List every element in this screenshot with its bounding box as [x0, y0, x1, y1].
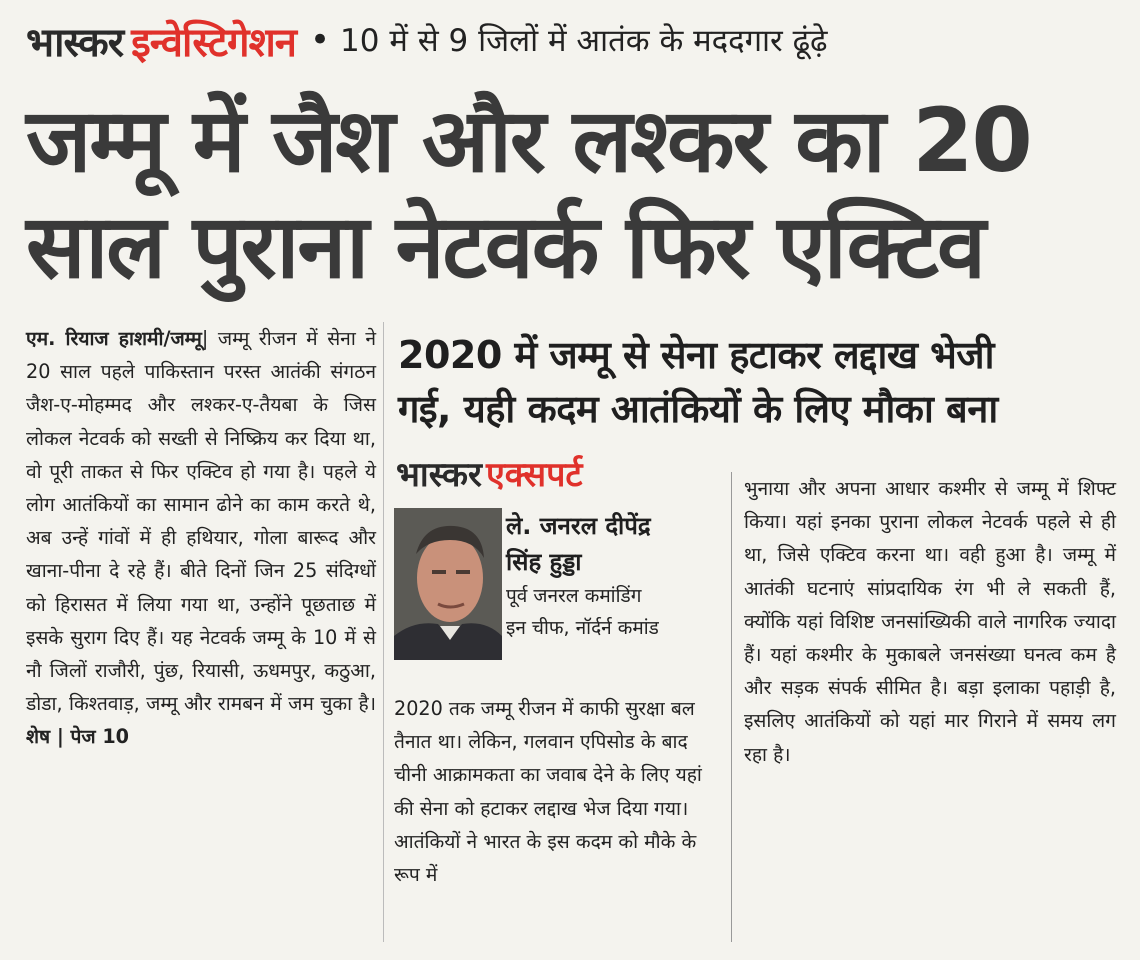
- expert-tag-label: एक्सपर्ट: [485, 455, 583, 495]
- left-body: | जम्मू रीजन में सेना ने 20 साल पहले पाकिस्तान परस्त आतंकी संगठन जैश-ए-मोहम्मद और लश्कर-ए-तैयबा के जिस लोकल नेटवर्क को सख्ती से निष्क्रिय कर दिया था, वो पूरी ताकत से फिर एक्टिव हो गया है। पहले ये लोग आतंकियों का सामान ढोने का काम करते थे, अब उन्हें गांवों में ही हथियार, गोला बारूद और खाना-पीना दे रहे हैं। बीते दिनों जिन 25 संदिग्धों को हिरासत में लिया गया था, उन्होंने पूछताछ में इसके सुराग दिए हैं। यह नेटवर्क जम्मू के 10 में से नौ जिलों राजौरी, पुंछ, रियासी, ऊधमपुर, कठुआ, डोडा, किश्तवाड़, जम्मू और रामबन में जम चुका है।: [26, 327, 376, 716]
- right-column-text: भुनाया और अपना आधार कश्मीर से जम्मू में शिफ्ट किया। यहां इनका पुराना लोकल नेटवर्क पहले से ही था, जिसे एक्टिव करना था। वही हुआ है। जम्मू में आतंकी घटनाएं सांप्रदायिक रंग भी ले सकती हैं, क्योंकि यहां विशिष्ट जनसांख्यिकी वाले नागरिक ज्यादा हैं। यहां कश्मीर के मुकाबले जनसंख्या घनत्व कम है और सड़क संपर्क सीमित है। बड़ा इलाका पहाड़ी है, इसलिए आतंकियों को यहां मार गिराने में समय लग रहा है।: [744, 477, 1116, 766]
- expert-name-line-2: सिंह हुड्डा: [506, 548, 582, 576]
- expert-designation-line-2: इन चीफ, नॉर्दर्न कमांड: [506, 617, 659, 639]
- expert-tag: [396, 450, 583, 496]
- headline-line-2: साल पुराना नेटवर्क फिर एक्टिव: [26, 195, 984, 298]
- section-strip: [26, 8, 1118, 72]
- continued-note: शेष | पेज 10: [26, 725, 130, 749]
- bullet: •: [309, 20, 331, 60]
- expert-details: [506, 508, 726, 644]
- subheadline-line-1: 2020 में जम्मू से सेना हटाकर लद्दाख भेजी: [398, 333, 994, 377]
- column-divider: [383, 322, 384, 942]
- expert-name-line-1: ले. जनरल दीपेंद्र: [506, 512, 651, 540]
- subheadline: [398, 328, 1118, 436]
- main-headline: [26, 88, 1118, 300]
- headline-line-1: जम्मू में जैश और लश्कर का 20: [26, 89, 1031, 192]
- right-column: [744, 472, 1116, 771]
- subheadline-line-2: गई, यही कदम आतंकियों के लिए मौका बना: [398, 387, 998, 431]
- middle-column-text: 2020 तक जम्मू रीजन में काफी सुरक्षा बल तैनात था। लेकिन, गलवान एपिसोड के बाद चीनी आक्रामकता का जवाब देने के लिए यहां की सेना को हटाकर लद्दाख भेज दिया गया। आतंकियों ने भारत के इस कदम को मौके के रूप में: [394, 697, 702, 887]
- expert-photo: [394, 508, 502, 660]
- section-name: इन्वेस्टिगेशन: [131, 19, 296, 66]
- strip-kicker: 10 में से 9 जिलों में आतंक के मददगार ढूंढ़े: [340, 23, 828, 59]
- middle-column: [394, 692, 724, 891]
- portrait-image: [394, 508, 502, 660]
- left-column-text: [26, 322, 376, 754]
- article-columns: [26, 322, 1118, 952]
- left-column: [26, 322, 376, 754]
- byline: एम. रियाज हाशमी/जम्मू: [26, 327, 202, 350]
- column-divider-right: [731, 472, 732, 942]
- brand-name: भास्कर: [26, 19, 124, 66]
- expert-designation-line-1: पूर्व जनरल कमांडिंग: [506, 585, 642, 607]
- expert-tag-brand: भास्कर: [396, 455, 482, 495]
